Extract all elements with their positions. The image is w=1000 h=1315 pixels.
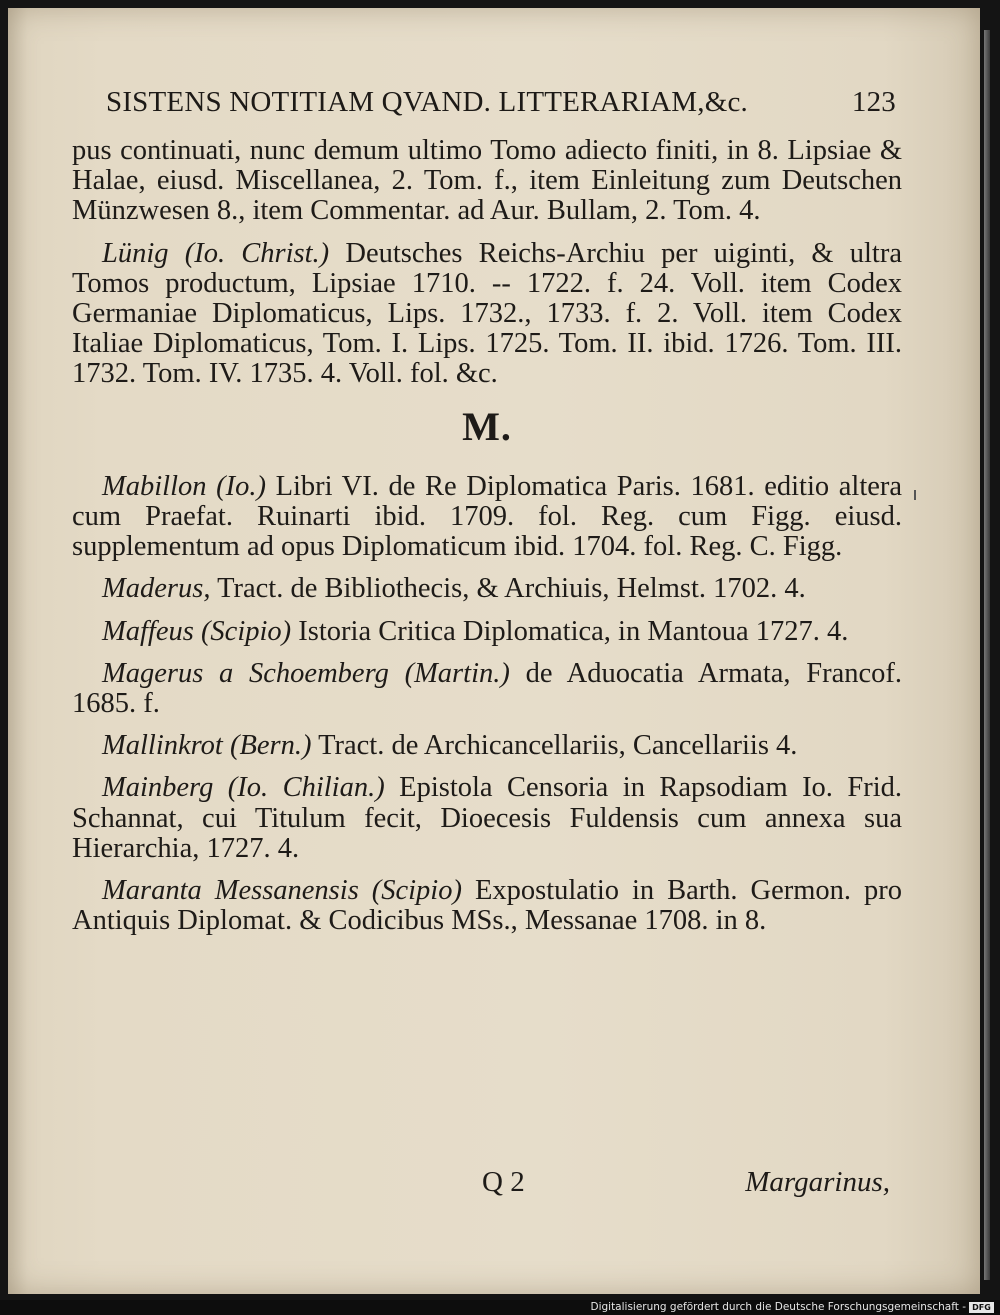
ink-mark <box>914 490 916 500</box>
bibliography-entry <box>72 773 902 864</box>
catchword: Margarinus, <box>745 1166 890 1198</box>
entry-text: de Aduocatia Armata, Francof. 1685. f. <box>72 657 902 720</box>
bibliography-entry <box>72 136 902 227</box>
entry-author: Mainberg (Io. Chilian.) <box>102 772 385 804</box>
page-body <box>72 136 902 948</box>
entry-text: Tract. de Archicancellariis, Cancellariis 4. <box>318 730 798 762</box>
bibliography-entry <box>72 574 902 604</box>
entry-text: pus continuati, nunc demum ultimo Tomo adiecto finiti, in 8. Lipsiae & Halae, eiusd. Miscellanea, 2. Tom. f., item Einleitung zum Deutschen Münzwesen 8., item Commentar. ad Aur. Bullam, 2. Tom. 4. <box>72 135 902 227</box>
entry-text: Epistola Censoria in Rapsodiam Io. Frid. Schannat, cui Titulum fecit, Dioecesis Fuldensis cum annexa sua Hierarchia, 1727. 4. <box>72 772 903 864</box>
entry-text: Expostulatio in Barth. Germon. pro Antiquis Diplomat. & Codicibus MSs., Messanae 1708. in 8. <box>72 875 902 937</box>
entry-text: Istoria Critica Diplomatica, in Mantoua 1727. 4. <box>298 615 849 647</box>
entry-author: Lünig (Io. Christ.) <box>102 237 330 269</box>
bibliography-entry <box>72 239 902 390</box>
entry-text: Libri VI. de Re Diplomatica Paris. 1681. editio altera cum Praefat. Ruinarti ibid. 1709. fol. Reg. cum Figg. eiusd. supplementum ad opus Diplomaticum ibid. 1704. fol. Reg. C. Figg. <box>72 470 903 563</box>
page-number: 123 <box>851 86 896 118</box>
entry-text: Tract. de Bibliothecis, & Archiuis, Helmst. 1702. 4. <box>217 573 806 605</box>
bibliography-entry <box>72 472 902 563</box>
bibliography-entry <box>72 659 902 719</box>
entry-author: Maderus, <box>102 573 211 605</box>
digitization-credit: Digitalisierung gefördert durch die Deutsche Forschungsgemeinschaft - <box>590 1301 966 1313</box>
entry-text: Deutsches Reichs-Archiu per uiginti, & ultra Tomos productum, Lipsiae 1710. -- 1722. f. 24. Voll. item Codex Germaniae Diplomaticus, Lips. 1732., 1733. f. 2. Voll. item Codex Italiae Diplomaticus, Tom. I. Lips. 1725. Tom. II. ibid. 1726. Tom. III. 1732. Tom. IV. 1735. 4. Voll. fol. &c. <box>72 237 902 390</box>
page-edge <box>984 30 990 1280</box>
signature-mark: Q 2 <box>482 1166 525 1198</box>
running-title: SISTENS NOTITIAM QVAND. LITTERARIAM,&c. <box>106 86 749 118</box>
entry-author: Magerus a Schoemberg (Martin.) <box>102 657 510 689</box>
bibliography-entry <box>72 876 902 936</box>
bibliography-entry <box>72 731 902 761</box>
entry-author: Maffeus (Scipio) <box>102 615 292 647</box>
running-header <box>106 86 896 119</box>
bibliography-entry <box>72 617 902 647</box>
entry-author: Mallinkrot (Bern.) <box>102 730 312 762</box>
entry-author: Mabillon (Io.) <box>102 470 266 502</box>
section-heading: M. <box>462 403 512 449</box>
entry-author: Maranta Messanensis (Scipio) <box>102 875 462 907</box>
dfg-logo: DFG <box>969 1302 994 1313</box>
